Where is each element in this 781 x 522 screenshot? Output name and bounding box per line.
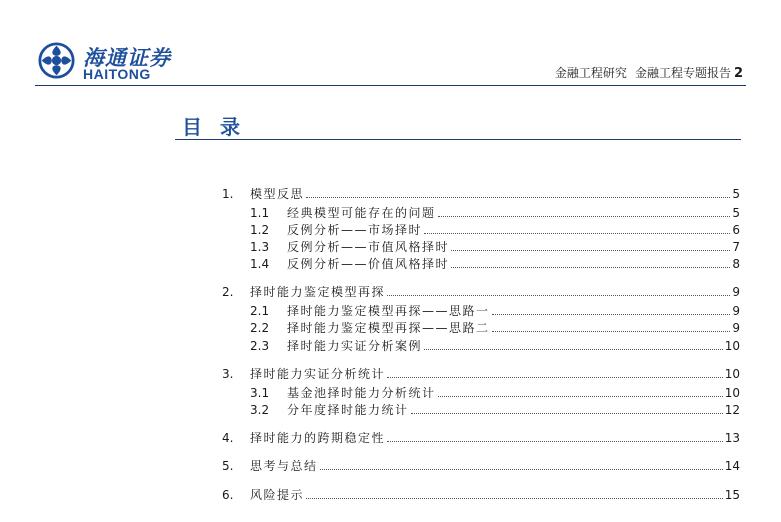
page-number: 2 — [733, 66, 743, 81]
toc-leader-dots — [451, 250, 730, 251]
toc-entry[interactable] — [250, 256, 740, 272]
toc-entry-label: 经典模型可能存在的问题 — [287, 206, 436, 220]
toc-entry[interactable] — [222, 487, 740, 503]
toc-leader-dots — [320, 469, 723, 470]
toc-leader-dots — [438, 396, 723, 397]
toc-leader-dots — [387, 441, 723, 442]
department-label: 金融工程研究 — [554, 66, 627, 80]
logo-english-name: HAITONG — [83, 66, 151, 82]
toc-entry-label: 择时能力实证分析统计 — [250, 367, 386, 381]
toc-leader-dots — [424, 233, 730, 234]
toc-leader-dots — [306, 498, 723, 499]
logo-chinese-name: 海通证券 — [83, 45, 171, 70]
toc-entry[interactable] — [222, 458, 740, 474]
toc-entry[interactable] — [250, 338, 740, 354]
toc-entry[interactable] — [250, 385, 740, 401]
toc-entry-page: 9 — [732, 304, 740, 318]
toc-entry-page: 7 — [732, 240, 740, 254]
toc-entry[interactable] — [222, 284, 740, 300]
toc-entry-number: 4. — [222, 431, 234, 445]
haitong-logo-icon — [38, 42, 75, 79]
toc-entry-label: 反例分析——市场择时 — [287, 223, 423, 237]
toc-leader-dots — [492, 331, 731, 332]
toc-entry-number: 1.2 — [250, 223, 270, 237]
toc-leader-dots — [411, 413, 723, 414]
toc-entry-label: 择时能力鉴定模型再探 — [250, 285, 386, 299]
toc-entry-page: 13 — [724, 431, 740, 445]
toc-entry[interactable] — [222, 430, 740, 446]
toc-entry-label: 择时能力实证分析案例 — [287, 339, 423, 353]
toc-title: 目录 — [182, 115, 258, 139]
toc-entry-number: 3. — [222, 367, 234, 381]
toc-entry[interactable] — [250, 320, 740, 336]
toc-entry-label: 择时能力鉴定模型再探——思路一 — [287, 304, 490, 318]
toc-entry-page: 9 — [732, 321, 740, 335]
toc-leader-dots — [438, 216, 731, 217]
toc-entry-label: 择时能力鉴定模型再探——思路二 — [287, 321, 490, 335]
toc-leader-dots — [306, 197, 730, 198]
toc-entry[interactable] — [222, 366, 740, 382]
toc-entry[interactable] — [222, 186, 740, 202]
toc-entry-number: 2.2 — [250, 321, 270, 335]
toc-entry-page: 5 — [732, 206, 740, 220]
toc-entry-label: 分年度择时能力统计 — [287, 403, 409, 417]
toc-entry-page: 10 — [724, 367, 740, 381]
toc-entry-page: 14 — [724, 459, 740, 473]
toc-entry-page: 10 — [724, 339, 740, 353]
toc-entry-page: 5 — [732, 187, 740, 201]
toc-entry-number: 1.4 — [250, 257, 270, 271]
title-divider — [175, 139, 741, 140]
toc-entry-number: 1. — [222, 187, 234, 201]
toc-entry[interactable] — [250, 303, 740, 319]
toc-entry[interactable] — [250, 205, 740, 221]
toc-entry-number: 2.1 — [250, 304, 270, 318]
toc-entry-number: 1.1 — [250, 206, 270, 220]
toc-entry-number: 2.3 — [250, 339, 270, 353]
toc-entry-number: 3.1 — [250, 386, 270, 400]
toc-entry-number: 2. — [222, 285, 234, 299]
toc-entry-page: 9 — [732, 285, 740, 299]
toc-leader-dots — [387, 295, 730, 296]
toc-entry-label: 反例分析——市值风格择时 — [287, 240, 450, 254]
toc-entry-number: 6. — [222, 488, 234, 502]
toc-entry-label: 择时能力的跨期稳定性 — [250, 431, 386, 445]
toc-leader-dots — [451, 267, 730, 268]
toc-entry-label: 模型反思 — [250, 187, 305, 201]
toc-entry-number: 1.3 — [250, 240, 270, 254]
toc-entry-label: 基金池择时能力分析统计 — [287, 386, 436, 400]
toc-entry-page: 8 — [732, 257, 740, 271]
report-type-label: 金融工程专题报告 — [634, 66, 731, 80]
report-header-info — [555, 64, 743, 81]
toc-entry-label: 反例分析——价值风格择时 — [287, 257, 450, 271]
toc-entry[interactable] — [250, 402, 740, 418]
toc-entry[interactable] — [250, 222, 740, 238]
toc-leader-dots — [387, 377, 723, 378]
toc-leader-dots — [492, 314, 731, 315]
toc-entry-page: 12 — [724, 403, 740, 417]
company-logo — [38, 42, 188, 82]
header-divider — [35, 85, 746, 86]
toc-entry-page: 15 — [724, 488, 740, 502]
toc-entry-number: 3.2 — [250, 403, 270, 417]
toc-entry[interactable] — [250, 239, 740, 255]
toc-entry-page: 10 — [724, 386, 740, 400]
toc-entry-page: 6 — [732, 223, 740, 237]
toc-entry-label: 思考与总结 — [250, 459, 318, 473]
toc-entry-label: 风险提示 — [250, 488, 305, 502]
toc-entry-number: 5. — [222, 459, 234, 473]
toc-leader-dots — [424, 349, 723, 350]
